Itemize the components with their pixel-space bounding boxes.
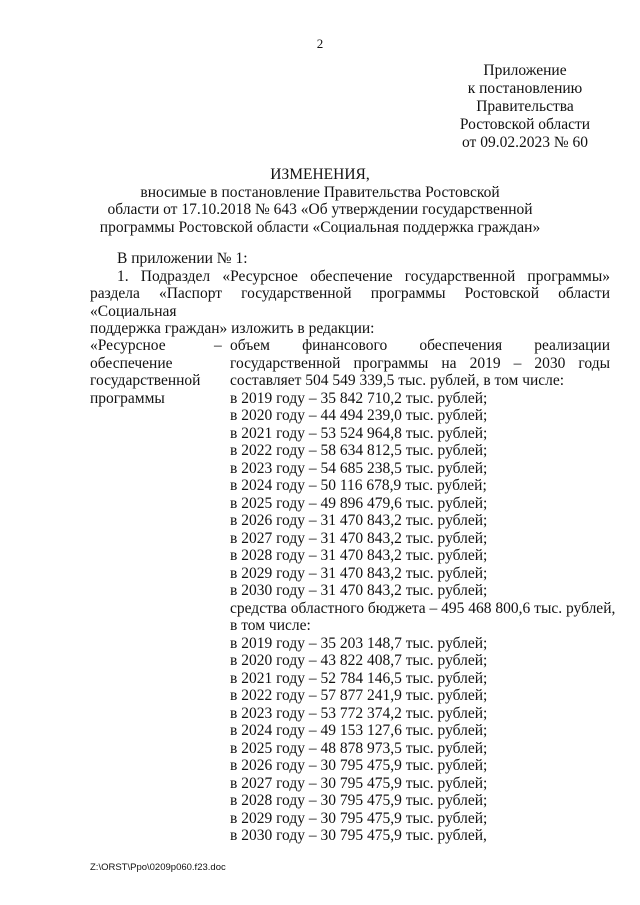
regional-year-line: в 2028 году – 30 795 475,9 тыс. рублей; bbox=[230, 792, 488, 809]
item1-line: 1. Подраздел «Ресурсное обеспечение государственной программы» bbox=[117, 267, 610, 285]
total-year-line: в 2021 году – 53 524 964,8 тыс. рублей; bbox=[230, 424, 488, 442]
total-year-line: в 2022 году – 58 634 812,5 тыс. рублей; bbox=[230, 442, 488, 459]
intro-paragraph: В приложении № 1: bbox=[117, 250, 248, 267]
item1-line: поддержка граждан» изложить в редакции: bbox=[90, 320, 375, 337]
document-title-block bbox=[90, 166, 550, 236]
summary-line: составляет 504 549 339,5 тыс. рублей, в том числе: bbox=[230, 372, 565, 389]
document-subtitle-line: программы Ростовской области «Социальная поддержка граждан» bbox=[99, 218, 541, 236]
total-year-line: в 2023 году – 54 685 238,5 тыс. рублей; bbox=[230, 459, 488, 477]
regional-year-line: в 2030 году – 30 795 475,9 тыс. рублей, bbox=[230, 827, 487, 844]
regional-year-line: в 2026 году – 30 795 475,9 тыс. рублей; bbox=[230, 757, 488, 774]
total-year-line: в 2026 году – 31 470 843,2 тыс. рублей; bbox=[230, 512, 488, 529]
total-year-line: в 2025 году – 49 896 479,6 тыс. рублей; bbox=[230, 494, 488, 512]
appendix-line: от 09.02.2023 № 60 bbox=[462, 134, 588, 151]
passport-content bbox=[230, 337, 616, 845]
document-subtitle-line: области от 17.10.2018 № 643 «Об утверждении государственной bbox=[107, 201, 533, 218]
regional-budget-line: средства областного бюджета – 495 468 800,6 тыс. рублей, bbox=[230, 599, 616, 617]
regional-year-line: в 2027 году – 30 795 475,9 тыс. рублей; bbox=[230, 774, 488, 792]
passport-label: «Ресурсное обеспечение государственной программы bbox=[90, 337, 201, 407]
appendix-line: Приложение bbox=[483, 62, 567, 79]
appendix-line: Правительства bbox=[476, 98, 574, 115]
item1-line: раздела «Паспорт государственной программы Ростовской области «Социальная bbox=[90, 285, 610, 320]
regional-budget-line: в том числе: bbox=[230, 617, 311, 634]
summary-line: объем финансового обеспечения реализации bbox=[230, 337, 610, 354]
body-text bbox=[90, 250, 610, 338]
total-year-line: в 2029 году – 31 470 843,2 тыс. рублей; bbox=[230, 564, 488, 582]
regional-year-line: в 2023 году – 53 772 374,2 тыс. рублей; bbox=[230, 704, 488, 722]
passport-dash: – bbox=[214, 337, 222, 354]
total-year-line: в 2024 году – 50 116 678,9 тыс. рублей; bbox=[230, 477, 487, 494]
item1-paragraph bbox=[90, 268, 610, 338]
total-year-line: в 2020 году – 44 494 239,0 тыс. рублей; bbox=[230, 407, 488, 424]
total-year-line: в 2028 году – 31 470 843,2 тыс. рублей; bbox=[230, 547, 488, 564]
appendix-block bbox=[440, 62, 610, 152]
regional-year-line: в 2025 году – 48 878 973,5 тыс. рублей; bbox=[230, 739, 488, 757]
document-title: ИЗМЕНЕНИЯ, bbox=[270, 166, 370, 183]
regional-year-line: в 2021 году – 52 784 146,5 тыс. рублей; bbox=[230, 669, 488, 687]
regional-year-line: в 2019 году – 35 203 148,7 тыс. рублей; bbox=[230, 634, 488, 652]
footer-file-path: Z:\ORST\Ppo\0209p060.f23.doc bbox=[90, 862, 226, 873]
page-number: 2 bbox=[316, 36, 324, 51]
summary-line: государственной программы на 2019 – 2030 годы bbox=[230, 354, 610, 372]
regional-year-line: в 2029 году – 30 795 475,9 тыс. рублей; bbox=[230, 809, 488, 827]
total-year-line: в 2019 году – 35 842 710,2 тыс. рублей; bbox=[230, 389, 488, 407]
document-subtitle-line: вносимые в постановление Правительства Ростовской bbox=[140, 183, 500, 201]
regional-year-line: в 2020 году – 43 822 408,7 тыс. рублей; bbox=[230, 652, 488, 669]
regional-year-line: в 2022 году – 57 877 241,9 тыс. рублей; bbox=[230, 687, 488, 704]
appendix-line: к постановлению bbox=[467, 80, 583, 97]
total-year-line: в 2030 году – 31 470 843,2 тыс. рублей; bbox=[230, 582, 488, 599]
regional-year-line: в 2024 году – 49 153 127,6 тыс. рублей; bbox=[230, 722, 488, 739]
appendix-line: Ростовской области bbox=[459, 116, 591, 133]
total-year-line: в 2027 году – 31 470 843,2 тыс. рублей; bbox=[230, 529, 488, 547]
